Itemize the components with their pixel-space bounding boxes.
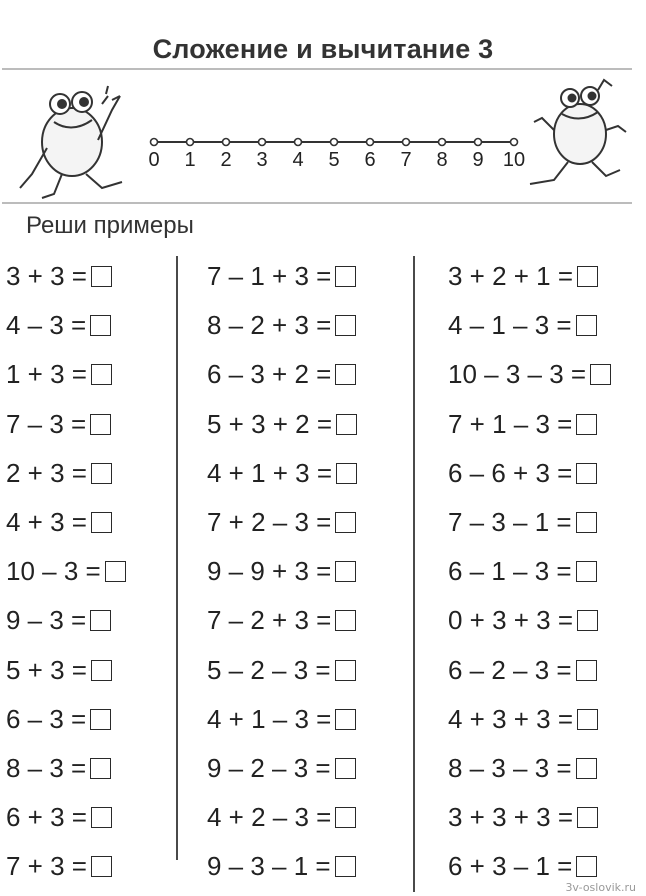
exercise-row	[207, 596, 357, 645]
exercise-expression: 8 – 3 =	[6, 752, 87, 783]
answer-box[interactable]	[335, 610, 356, 631]
exercise-row	[6, 596, 126, 645]
answer-box[interactable]	[577, 266, 598, 287]
answer-box[interactable]	[91, 660, 112, 681]
number-line-tick	[403, 139, 410, 146]
answer-box[interactable]	[576, 512, 597, 533]
answer-box[interactable]	[91, 512, 112, 533]
exercise-expression: 6 – 3 + 2 =	[207, 359, 332, 390]
answer-box[interactable]	[336, 414, 357, 435]
answer-box[interactable]	[90, 315, 111, 336]
number-line-banner	[2, 68, 632, 204]
exercise-row	[6, 498, 126, 547]
number-line-label: 5	[328, 149, 340, 171]
answer-box[interactable]	[577, 807, 598, 828]
exercise-row	[207, 744, 357, 793]
answer-box[interactable]	[576, 856, 597, 877]
answer-box[interactable]	[335, 807, 356, 828]
exercise-expression: 6 – 2 – 3 =	[448, 654, 572, 685]
exercise-row	[207, 793, 357, 842]
answer-box[interactable]	[335, 315, 356, 336]
number-line-label: 7	[400, 149, 412, 171]
exercise-row	[6, 547, 126, 596]
answer-box[interactable]	[91, 807, 112, 828]
answer-box[interactable]	[91, 463, 112, 484]
exercise-expression: 9 – 9 + 3 =	[207, 556, 332, 587]
exercise-expression: 5 + 3 + 2 =	[207, 408, 333, 439]
exercise-row	[6, 301, 126, 350]
column-divider-1	[176, 256, 178, 860]
answer-box[interactable]	[576, 758, 597, 779]
answer-box[interactable]	[335, 561, 356, 582]
answer-box[interactable]	[577, 709, 598, 730]
exercise-row	[448, 744, 611, 793]
exercise-row	[207, 547, 357, 596]
number-line-label: 1	[184, 149, 196, 171]
exercise-expression: 4 – 3 =	[6, 310, 87, 341]
answer-box[interactable]	[91, 266, 112, 287]
exercise-row	[207, 252, 357, 301]
number-line-tick	[331, 139, 338, 146]
answer-box[interactable]	[590, 364, 611, 385]
exercise-row	[207, 498, 357, 547]
exercise-expression: 7 – 1 + 3 =	[207, 261, 332, 292]
exercise-row	[6, 350, 126, 399]
number-line-label: 8	[436, 149, 448, 171]
answer-box[interactable]	[90, 758, 111, 779]
exercise-expression: 9 – 3 – 1 =	[207, 851, 331, 882]
exercise-row	[207, 646, 357, 695]
number-line-label: 3	[256, 149, 268, 171]
answer-box[interactable]	[576, 463, 597, 484]
exercise-expression: 3 + 2 + 1 =	[448, 261, 574, 292]
exercise-expression: 4 – 1 – 3 =	[448, 310, 572, 341]
exercise-row	[6, 793, 126, 842]
exercise-row	[6, 695, 126, 744]
exercise-expression: 6 – 3 =	[6, 703, 87, 734]
exercise-expression: 10 – 3 =	[6, 556, 101, 587]
answer-box[interactable]	[335, 660, 356, 681]
watermark: 3v-oslovik.ru	[565, 881, 636, 894]
exercise-row	[448, 547, 611, 596]
exercise-row	[448, 449, 611, 498]
answer-box[interactable]	[335, 512, 356, 533]
exercise-expression: 7 – 2 + 3 =	[207, 605, 332, 636]
exercise-expression: 1 + 3 =	[6, 359, 87, 390]
number-line-label: 9	[472, 149, 484, 171]
answer-box[interactable]	[335, 266, 356, 287]
exercise-expression: 5 – 2 – 3 =	[207, 654, 331, 685]
exercise-expression: 2 + 3 =	[6, 457, 87, 488]
exercise-expression: 4 + 3 + 3 =	[448, 703, 574, 734]
exercise-expression: 8 – 2 + 3 =	[207, 310, 332, 341]
exercise-row	[207, 695, 357, 744]
exercise-column-2	[207, 252, 357, 891]
number-line-svg	[2, 70, 632, 202]
exercise-row	[207, 400, 357, 449]
number-line-label: 4	[292, 149, 304, 171]
exercise-row	[207, 301, 357, 350]
frog-right-illustration	[530, 80, 626, 184]
answer-box[interactable]	[90, 709, 111, 730]
answer-box[interactable]	[576, 315, 597, 336]
exercise-row	[448, 252, 611, 301]
exercise-row	[6, 252, 126, 301]
answer-box[interactable]	[576, 660, 597, 681]
exercise-row	[207, 842, 357, 891]
exercise-expression: 6 + 3 – 1 =	[448, 851, 573, 882]
frog-left-illustration	[20, 86, 122, 198]
exercise-expression: 10 – 3 – 3 =	[448, 359, 587, 390]
number-line-tick	[151, 139, 158, 146]
answer-box[interactable]	[576, 561, 597, 582]
exercise-row	[448, 596, 611, 645]
exercise-expression: 4 + 1 – 3 =	[207, 703, 332, 734]
exercise-expression: 3 + 3 + 3 =	[448, 802, 574, 833]
answer-box[interactable]	[335, 758, 356, 779]
exercise-expression: 9 – 2 – 3 =	[207, 752, 331, 783]
number-line-tick	[259, 139, 266, 146]
column-divider-2	[413, 256, 415, 892]
number-line-label: 0	[148, 149, 160, 171]
exercise-row	[6, 400, 126, 449]
exercise-expression: 4 + 2 – 3 =	[207, 802, 332, 833]
exercise-expression: 5 + 3 =	[6, 654, 87, 685]
exercise-expression: 9 – 3 =	[6, 605, 87, 636]
number-line-tick	[223, 139, 230, 146]
exercise-expression: 6 – 6 + 3 =	[448, 457, 573, 488]
exercise-column-1	[6, 252, 126, 891]
exercise-row	[6, 449, 126, 498]
answer-box[interactable]	[90, 414, 111, 435]
answer-box[interactable]	[576, 414, 597, 435]
answer-box[interactable]	[91, 364, 112, 385]
exercise-expression: 7 + 1 – 3 =	[448, 408, 573, 439]
exercise-expression: 0 + 3 + 3 =	[448, 605, 574, 636]
exercise-row	[448, 400, 611, 449]
number-line-tick	[187, 139, 194, 146]
exercise-expression: 7 – 3 – 1 =	[448, 507, 572, 538]
answer-box[interactable]	[105, 561, 126, 582]
exercise-row	[448, 695, 611, 744]
answer-box[interactable]	[335, 709, 356, 730]
exercise-row	[448, 350, 611, 399]
number-line-ticks	[148, 139, 525, 172]
number-line-tick	[439, 139, 446, 146]
number-line-tick	[511, 139, 518, 146]
exercise-row	[448, 793, 611, 842]
page-title: Сложение и вычитание 3	[152, 34, 494, 64]
exercise-row	[448, 498, 611, 547]
exercise-expression: 6 – 1 – 3 =	[448, 556, 572, 587]
answer-box[interactable]	[336, 463, 357, 484]
answer-box[interactable]	[335, 364, 356, 385]
exercise-row	[6, 842, 126, 891]
exercise-row	[207, 449, 357, 498]
exercise-expression: 7 – 3 =	[6, 408, 87, 439]
exercise-expression: 4 + 3 =	[6, 507, 87, 538]
number-line-tick	[367, 139, 374, 146]
answer-box[interactable]	[577, 610, 598, 631]
exercise-row	[448, 301, 611, 350]
exercise-row	[6, 646, 126, 695]
exercise-expression: 8 – 3 – 3 =	[448, 752, 572, 783]
exercise-row	[448, 646, 611, 695]
exercise-column-3	[448, 252, 611, 891]
answer-box[interactable]	[91, 856, 112, 877]
exercise-expression: 7 + 3 =	[6, 851, 87, 882]
number-line-tick	[475, 139, 482, 146]
exercise-row	[6, 744, 126, 793]
exercise-expression: 4 + 1 + 3 =	[207, 457, 333, 488]
number-line-tick	[295, 139, 302, 146]
exercise-row	[207, 350, 357, 399]
answer-box[interactable]	[90, 610, 111, 631]
exercise-expression: 3 + 3 =	[6, 261, 87, 292]
number-line-label: 2	[220, 149, 232, 171]
exercise-expression: 6 + 3 =	[6, 802, 87, 833]
answer-box[interactable]	[335, 856, 356, 877]
number-line-label: 6	[364, 149, 376, 171]
instruction-text: Реши примеры	[26, 212, 194, 239]
number-line-label: 10	[502, 149, 526, 171]
exercise-expression: 7 + 2 – 3 =	[207, 507, 332, 538]
